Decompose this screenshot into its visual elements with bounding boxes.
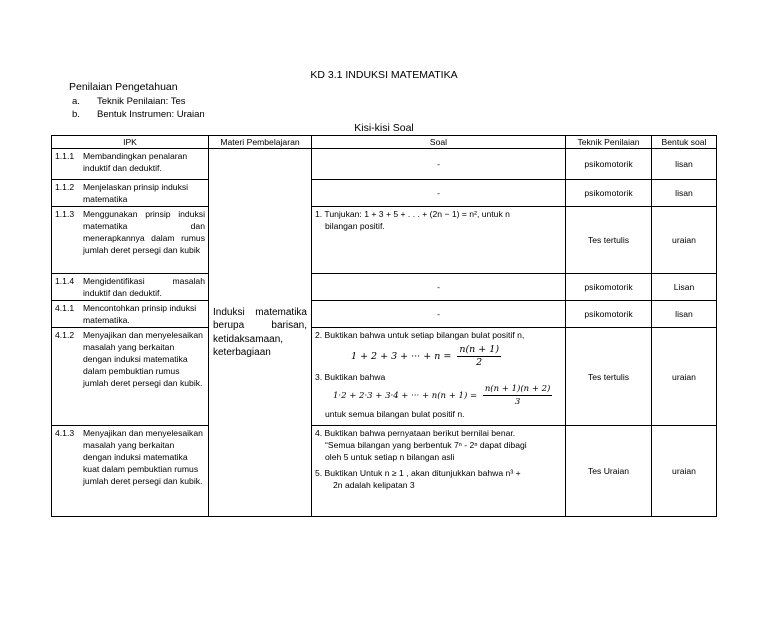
ipk-number: 4.1.3	[55, 428, 75, 438]
header-ipk: IPK	[52, 136, 209, 149]
soal-cell: -	[312, 149, 566, 180]
question-2	[315, 329, 562, 369]
question-5	[315, 467, 562, 491]
header-materi: Materi Pembelajaran	[209, 136, 312, 149]
teknik-cell: psikomotorik	[566, 301, 652, 328]
question-5-line: 5. Buktikan Untuk n ≥ 1 , akan ditunjukkan bahwa n³ +	[315, 468, 521, 478]
list-text: Teknik Penilaian: Tes	[97, 96, 186, 107]
formula-2-lhs: 1 + 2 + 3 + ··· + n =	[351, 351, 452, 362]
soal-cell	[312, 426, 566, 517]
soal-cell: -	[312, 180, 566, 207]
question-1-line: 1. Tunjukan: 1 + 3 + 5 + . . . + (2n − 1) = n², untuk n	[315, 209, 510, 219]
list-item	[72, 108, 205, 121]
table-row	[52, 149, 717, 180]
ipk-number: 1.1.1	[55, 151, 75, 161]
ipk-text: Menyajikan dan menyelesaikan masalah yang berkaitan dengan induksi matematika kuat dalam pembuktian rumus jumlah deret persegi dan kubik.	[83, 428, 203, 486]
ipk-text: Menjelaskan prinsip induksi matematika	[83, 182, 189, 204]
section-heading: Penilaian Pengetahuan	[69, 81, 178, 93]
bentuk-cell: uraian	[652, 328, 717, 426]
ipk-cell	[52, 426, 209, 517]
ipk-text: Menyajikan dan menyelesaikan masalah yang berkaitan dengan induksi matematika dalam pembuktian rumus jumlah deret persegi dan kubik.	[83, 330, 203, 388]
teknik-cell: psikomotorik	[566, 149, 652, 180]
teknik-cell: Tes tertulis	[566, 328, 652, 426]
table-row	[52, 274, 717, 301]
formula-2-denominator: 2	[476, 357, 483, 368]
table-row	[52, 180, 717, 207]
question-1-line: bilangan positif.	[325, 221, 385, 231]
formula-3-lhs: 1·2 + 2·3 + 3·4 + ··· + n(n + 1) =	[333, 391, 478, 401]
question-4-line: oleh 5 untuk setiap n bilangan asli	[325, 452, 455, 462]
header-soal: Soal	[312, 136, 566, 149]
kisi-title: Kisi-kisi Soal	[354, 122, 414, 134]
materi-text: Induksi matematika berupa barisan, ketidaksamaan, keterbagiaan	[213, 306, 307, 358]
assessment-list	[72, 95, 205, 121]
soal-cell: -	[312, 301, 566, 328]
teknik-cell: psikomotorik	[566, 274, 652, 301]
ipk-cell	[52, 301, 209, 328]
soal-cell: -	[312, 274, 566, 301]
question-4	[315, 427, 562, 463]
question-2-line: 2. Buktikan bahwa untuk setiap bilangan bulat positif n,	[315, 330, 525, 340]
ipk-number: 4.1.2	[55, 330, 75, 340]
ipk-cell	[52, 274, 209, 301]
question-3-line: untuk semua bilangan bulat positif n.	[325, 409, 465, 419]
bentuk-cell: lisan	[652, 180, 717, 207]
formula-3-denominator: 3	[514, 397, 521, 407]
teknik-cell: Tes Uraian	[566, 426, 652, 517]
question-3-line: 3. Buktikan bahwa	[315, 372, 386, 382]
teknik-cell: psikomotorik	[566, 180, 652, 207]
formula-2	[315, 344, 562, 369]
question-1	[315, 208, 562, 232]
ipk-cell	[52, 149, 209, 180]
ipk-cell	[52, 207, 209, 274]
header-row	[52, 136, 717, 149]
table-row	[52, 207, 717, 274]
soal-cell	[312, 207, 566, 274]
ipk-number: 1.1.4	[55, 276, 75, 286]
ipk-number: 4.1.1	[55, 303, 75, 313]
table-row	[52, 426, 717, 517]
bentuk-cell: uraian	[652, 207, 717, 274]
ipk-cell	[52, 180, 209, 207]
ipk-cell	[52, 328, 209, 426]
bentuk-cell: lisan	[652, 301, 717, 328]
header-bentuk: Bentuk soal	[652, 136, 717, 149]
formula-3	[315, 383, 562, 408]
list-item	[72, 95, 205, 108]
bentuk-cell: uraian	[652, 426, 717, 517]
table-row	[52, 301, 717, 328]
formula-2-fraction	[457, 344, 501, 369]
ipk-number: 1.1.3	[55, 209, 75, 219]
materi-cell	[209, 149, 312, 517]
question-4-line: 4. Buktikan bahwa pernyataan berikut bernilai benar.	[315, 428, 516, 438]
question-5-line: 2n adalah kelipatan 3	[333, 480, 415, 490]
kisi-table	[51, 135, 717, 517]
list-text: Bentuk Instrumen: Uraian	[97, 109, 205, 120]
ipk-text: Menggunakan prinsip induksi matematika dan menerapkannya dalam rumus jumlah deret persegi dan kubik	[83, 209, 205, 255]
table-row	[52, 328, 717, 426]
question-4-line: “Semua bilangan yang berbentuk 7ⁿ - 2ⁿ dapat dibagi	[325, 440, 527, 450]
document-title: KD 3.1 INDUKSI MATEMATIKA	[310, 69, 458, 81]
formula-3-fraction	[483, 383, 553, 408]
list-letter: a.	[72, 96, 80, 107]
bentuk-cell: lisan	[652, 149, 717, 180]
ipk-number: 1.1.2	[55, 182, 75, 192]
bentuk-cell: Lisan	[652, 274, 717, 301]
ipk-text: Mengidentifikasi masalah induktif dan deduktif.	[83, 276, 205, 298]
question-3	[315, 371, 562, 420]
soal-cell	[312, 328, 566, 426]
header-teknik: Teknik Penilaian	[566, 136, 652, 149]
formula-2-numerator: n(n + 1)	[459, 344, 500, 355]
ipk-text: Membandingkan penalaran induktif dan deduktif.	[83, 151, 188, 173]
formula-3-numerator: n(n + 1)(n + 2)	[484, 384, 551, 394]
teknik-cell: Tes tertulis	[566, 207, 652, 274]
ipk-text: Mencontohkan prinsip induksi matematika.	[83, 303, 197, 325]
list-letter: b.	[72, 109, 80, 120]
